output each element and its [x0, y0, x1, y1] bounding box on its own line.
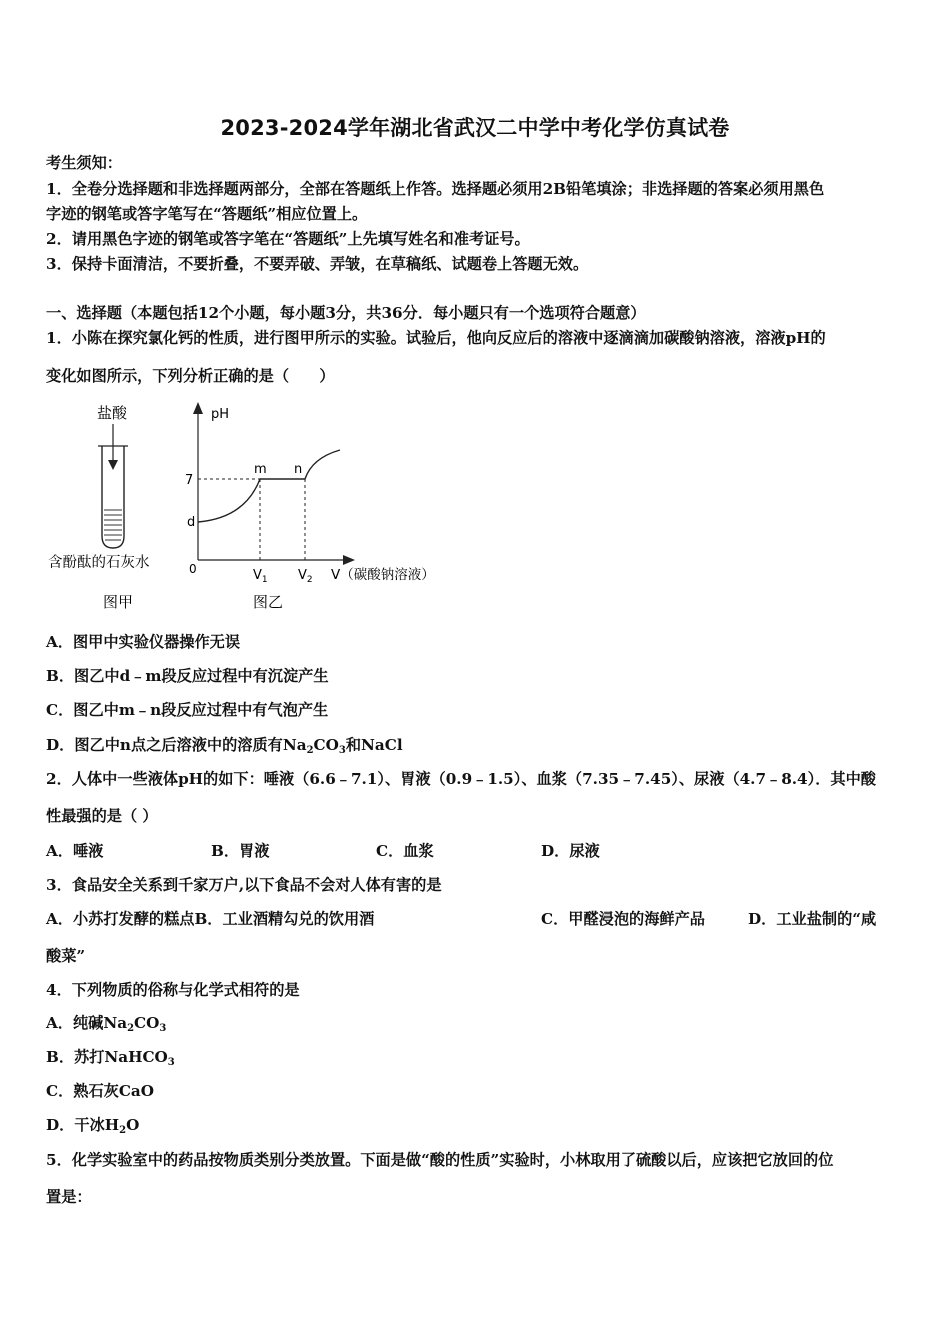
q2-option-c: C．血浆 [376, 842, 434, 860]
x-axis-arrow-icon [343, 555, 355, 565]
q1-option-a: A．图甲中实验仪器操作无误 [46, 633, 241, 651]
notice-item-2: 2．请用黑色字迹的钢笔或答字笔在“答题纸”上先填写姓名和准考证号。 [46, 230, 530, 248]
point-m-label: m [254, 462, 267, 477]
caption-b: 图乙 [253, 593, 284, 611]
q1-stem-line-2: 变化如图所示，下列分析正确的是（ ） [46, 367, 335, 385]
q4-option-a: A．纯碱$Na_2CO_3$ [46, 1014, 167, 1034]
q5-stem-line-1: 5．化学实验室中的药品按物质类别分类放置。下面是做“酸的性质”实验时，小林取用了硫酸以后，应该把它放回的位 [46, 1151, 834, 1169]
q4-option-b: B．苏打NaHCO$_3$ [46, 1048, 175, 1068]
page-title: 2023-2024学年湖北省武汉二中学中考化学仿真试卷 [220, 116, 730, 140]
q2-option-a: A．唾液 [46, 842, 104, 860]
q2-stem-line-1: 2．人体中一些液体pH的如下：唾液（6.6﹣7.1）、胃液（0.9﹣1.5）、血浆（7.35﹣7.45）、尿液（4.7﹣8.4）．其中酸 [46, 770, 876, 788]
point-n-label: n [294, 462, 303, 477]
q1-option-d: D．图乙中n点之后溶液中的溶质有$Na_2CO_3$和NaCl [46, 736, 403, 756]
q4-option-d: D．干冰$H_2O$ [46, 1116, 140, 1136]
tube-liquid [104, 510, 122, 540]
q3-stem: 3．食品安全关系到千家万户,以下食品不会对人体有害的是 [46, 876, 442, 894]
q2-option-b: B．胃液 [211, 842, 270, 860]
notice-item-1-cont: 字迹的钢笔或答字笔写在“答题纸”相应位置上。 [46, 205, 368, 223]
x-axis-label: V（碳酸钠溶液） [331, 567, 435, 583]
y-axis-arrow-icon [193, 402, 203, 414]
q5-stem-line-2: 置是： [46, 1188, 92, 1206]
acid-label: 盐酸 [97, 404, 128, 422]
caption-a: 图甲 [103, 593, 134, 611]
y-tick-7: 7 [185, 473, 194, 488]
q3-option-ab: A．小苏打发酵的糕点B．工业酒精勾兑的饮用酒 [46, 910, 375, 928]
origin-label: 0 [189, 562, 197, 576]
q1-stem-line-1: 1．小陈在探究氯化钙的性质，进行图甲所示的实验。试验后，他向反应后的溶液中逐滴滴加碳酸钠溶液，溶液pH的 [46, 329, 826, 347]
y-axis-label: pH [211, 407, 230, 422]
q3-option-c: C．甲醛浸泡的海鲜产品 [541, 910, 705, 928]
q2-stem-line-2: 性最强的是（ ） [46, 807, 158, 825]
q4-option-c: C．熟石灰CaO [46, 1082, 154, 1100]
ph-curve [198, 450, 340, 522]
x-tick-v1: $V_1$ [253, 568, 268, 585]
x-tick-v2: $V_2$ [298, 568, 313, 585]
y-tick-d: d [187, 515, 196, 530]
notice-heading: 考生须知： [46, 154, 122, 172]
section-heading: 一、选择题（本题包括12个小题，每小题3分，共36分．每小题只有一个选项符合题意） [46, 304, 646, 322]
notice-item-3: 3．保持卡面清洁，不要折叠，不要弄破、弄皱，在草稿纸、试题卷上答题无效。 [46, 255, 589, 273]
q3-option-d-cont: 酸菜” [46, 947, 86, 965]
dropper-arrow-icon [108, 460, 118, 470]
notice-item-1: 1．全卷分选择题和非选择题两部分，全部在答题纸上作答。选择题必须用2B铅笔填涂；非选择题的答案必须用黑色 [46, 180, 825, 198]
q4-stem: 4．下列物质的俗称与化学式相符的是 [46, 981, 300, 999]
q2-option-d: D．尿液 [541, 842, 600, 860]
tube-label: 含酚酞的石灰水 [48, 555, 150, 571]
q1-figure [40, 396, 470, 616]
q1-option-c: C．图乙中m﹣n段反应过程中有气泡产生 [46, 701, 329, 719]
q3-option-d: D．工业盐制的“咸 [748, 910, 877, 928]
q1-option-b: B．图乙中d﹣m段反应过程中有沉淀产生 [46, 667, 329, 685]
